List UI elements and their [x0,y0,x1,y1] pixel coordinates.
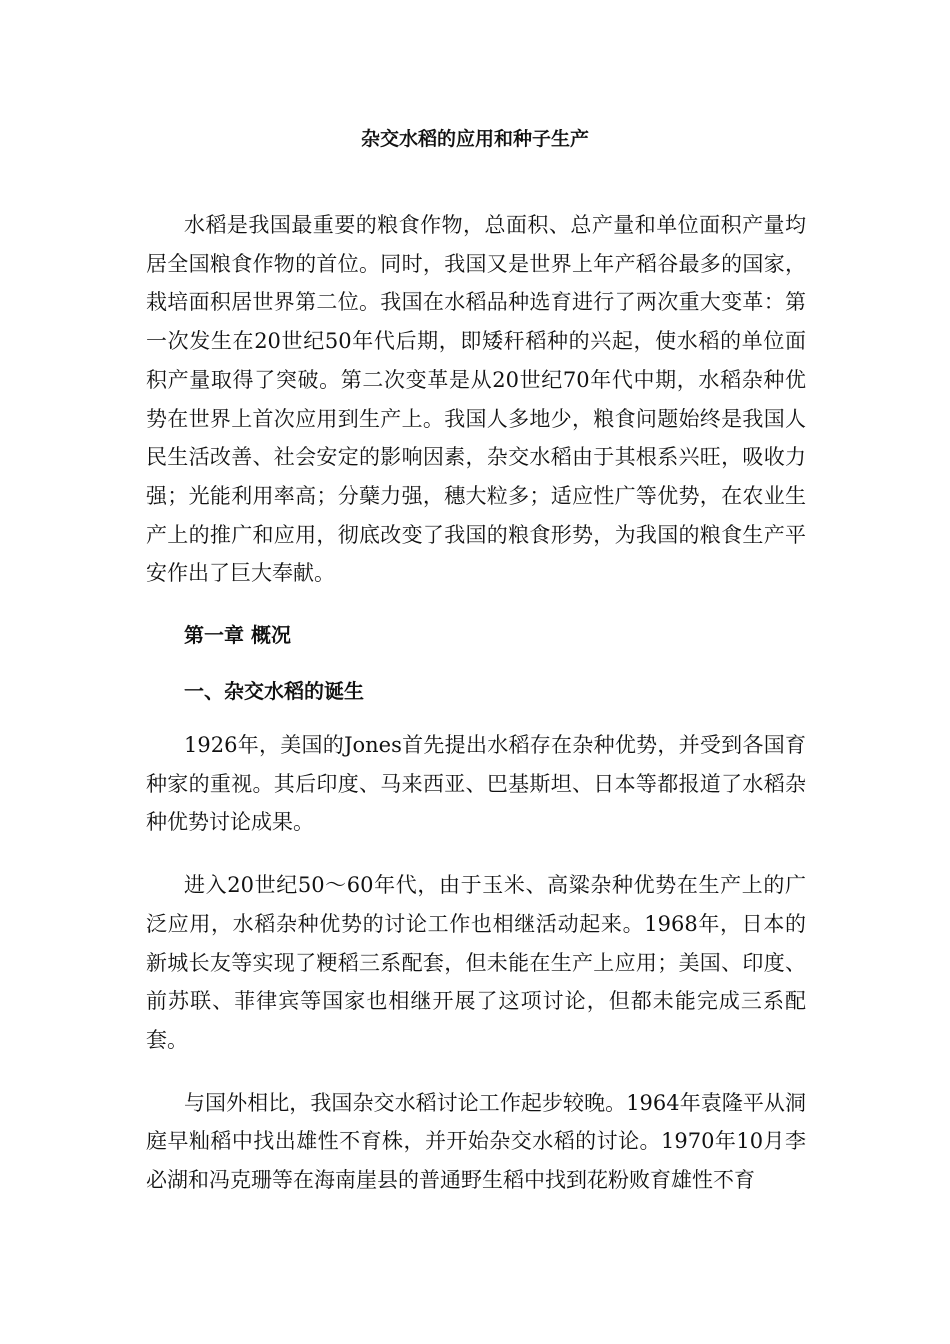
spacer [146,650,806,676]
document-title: 杂交水稻的应用和种子生产 [360,128,589,150]
spacer [146,593,806,620]
spacer [146,842,806,866]
body-paragraph: 与国外相比，我国杂交水稻讨论工作起步较晚。1964年袁隆平从洞庭早籼稻中找出雄性不育株，并开始杂交水稻的讨论。1970年10月李必湖和冯克珊等在海南崖县的普通野生稻中找到花粉败育雄性不育 [146,1090,806,1193]
chapter-heading: 第一章 概况 [184,623,291,648]
body-paragraph: 1926年，美国的Jones首先提出水稻存在杂种优势，并受到各国育种家的重视。其后印度、马来西亚、巴基斯坦、日本等都报道了水稻杂种优势讨论成果。 [146,733,806,835]
spacer [146,1060,806,1084]
intro-paragraph: 水稻是我国最重要的粮食作物，总面积、总产量和单位面积产量均居全国粮食作物的首位。同时，我国又是世界上年产稻谷最多的国家，栽培面积居世界第二位。我国在水稻品种选育进行了两次重大变革：第一次发生在20世纪50年代后期，即矮秆稻种的兴起，使水稻的单位面积产量取得了突破。第二次变革是从20世纪70年代中期，水稻杂种优势在世界上首次应用到生产上。我国人多地少，粮食问题始终是我国人民生活改善、社会安定的影响因素，杂交水稻由于其根系兴旺，吸收力强；光能利用率高；分蘖力强，穗大粒多；适应性广等优势，在农业生产上的推广和应用，彻底改变了我国的粮食形势，为我国的粮食生产平安作出了巨大奉献。 [146,213,806,586]
body-paragraph: 进入20世纪50～60年代，由于玉米、高粱杂种优势在生产上的广泛应用，水稻杂种优势的讨论工作也相继活动起来。1968年，日本的新城长友等实现了粳稻三系配套，但未能在生产上应用；美国、印度、前苏联、菲律宾等国家也相继开展了这项讨论，但都未能完成三系配套。 [146,873,806,1052]
section-heading: 一、杂交水稻的诞生 [184,679,364,704]
spacer [146,706,806,726]
document-body [146,206,806,1200]
